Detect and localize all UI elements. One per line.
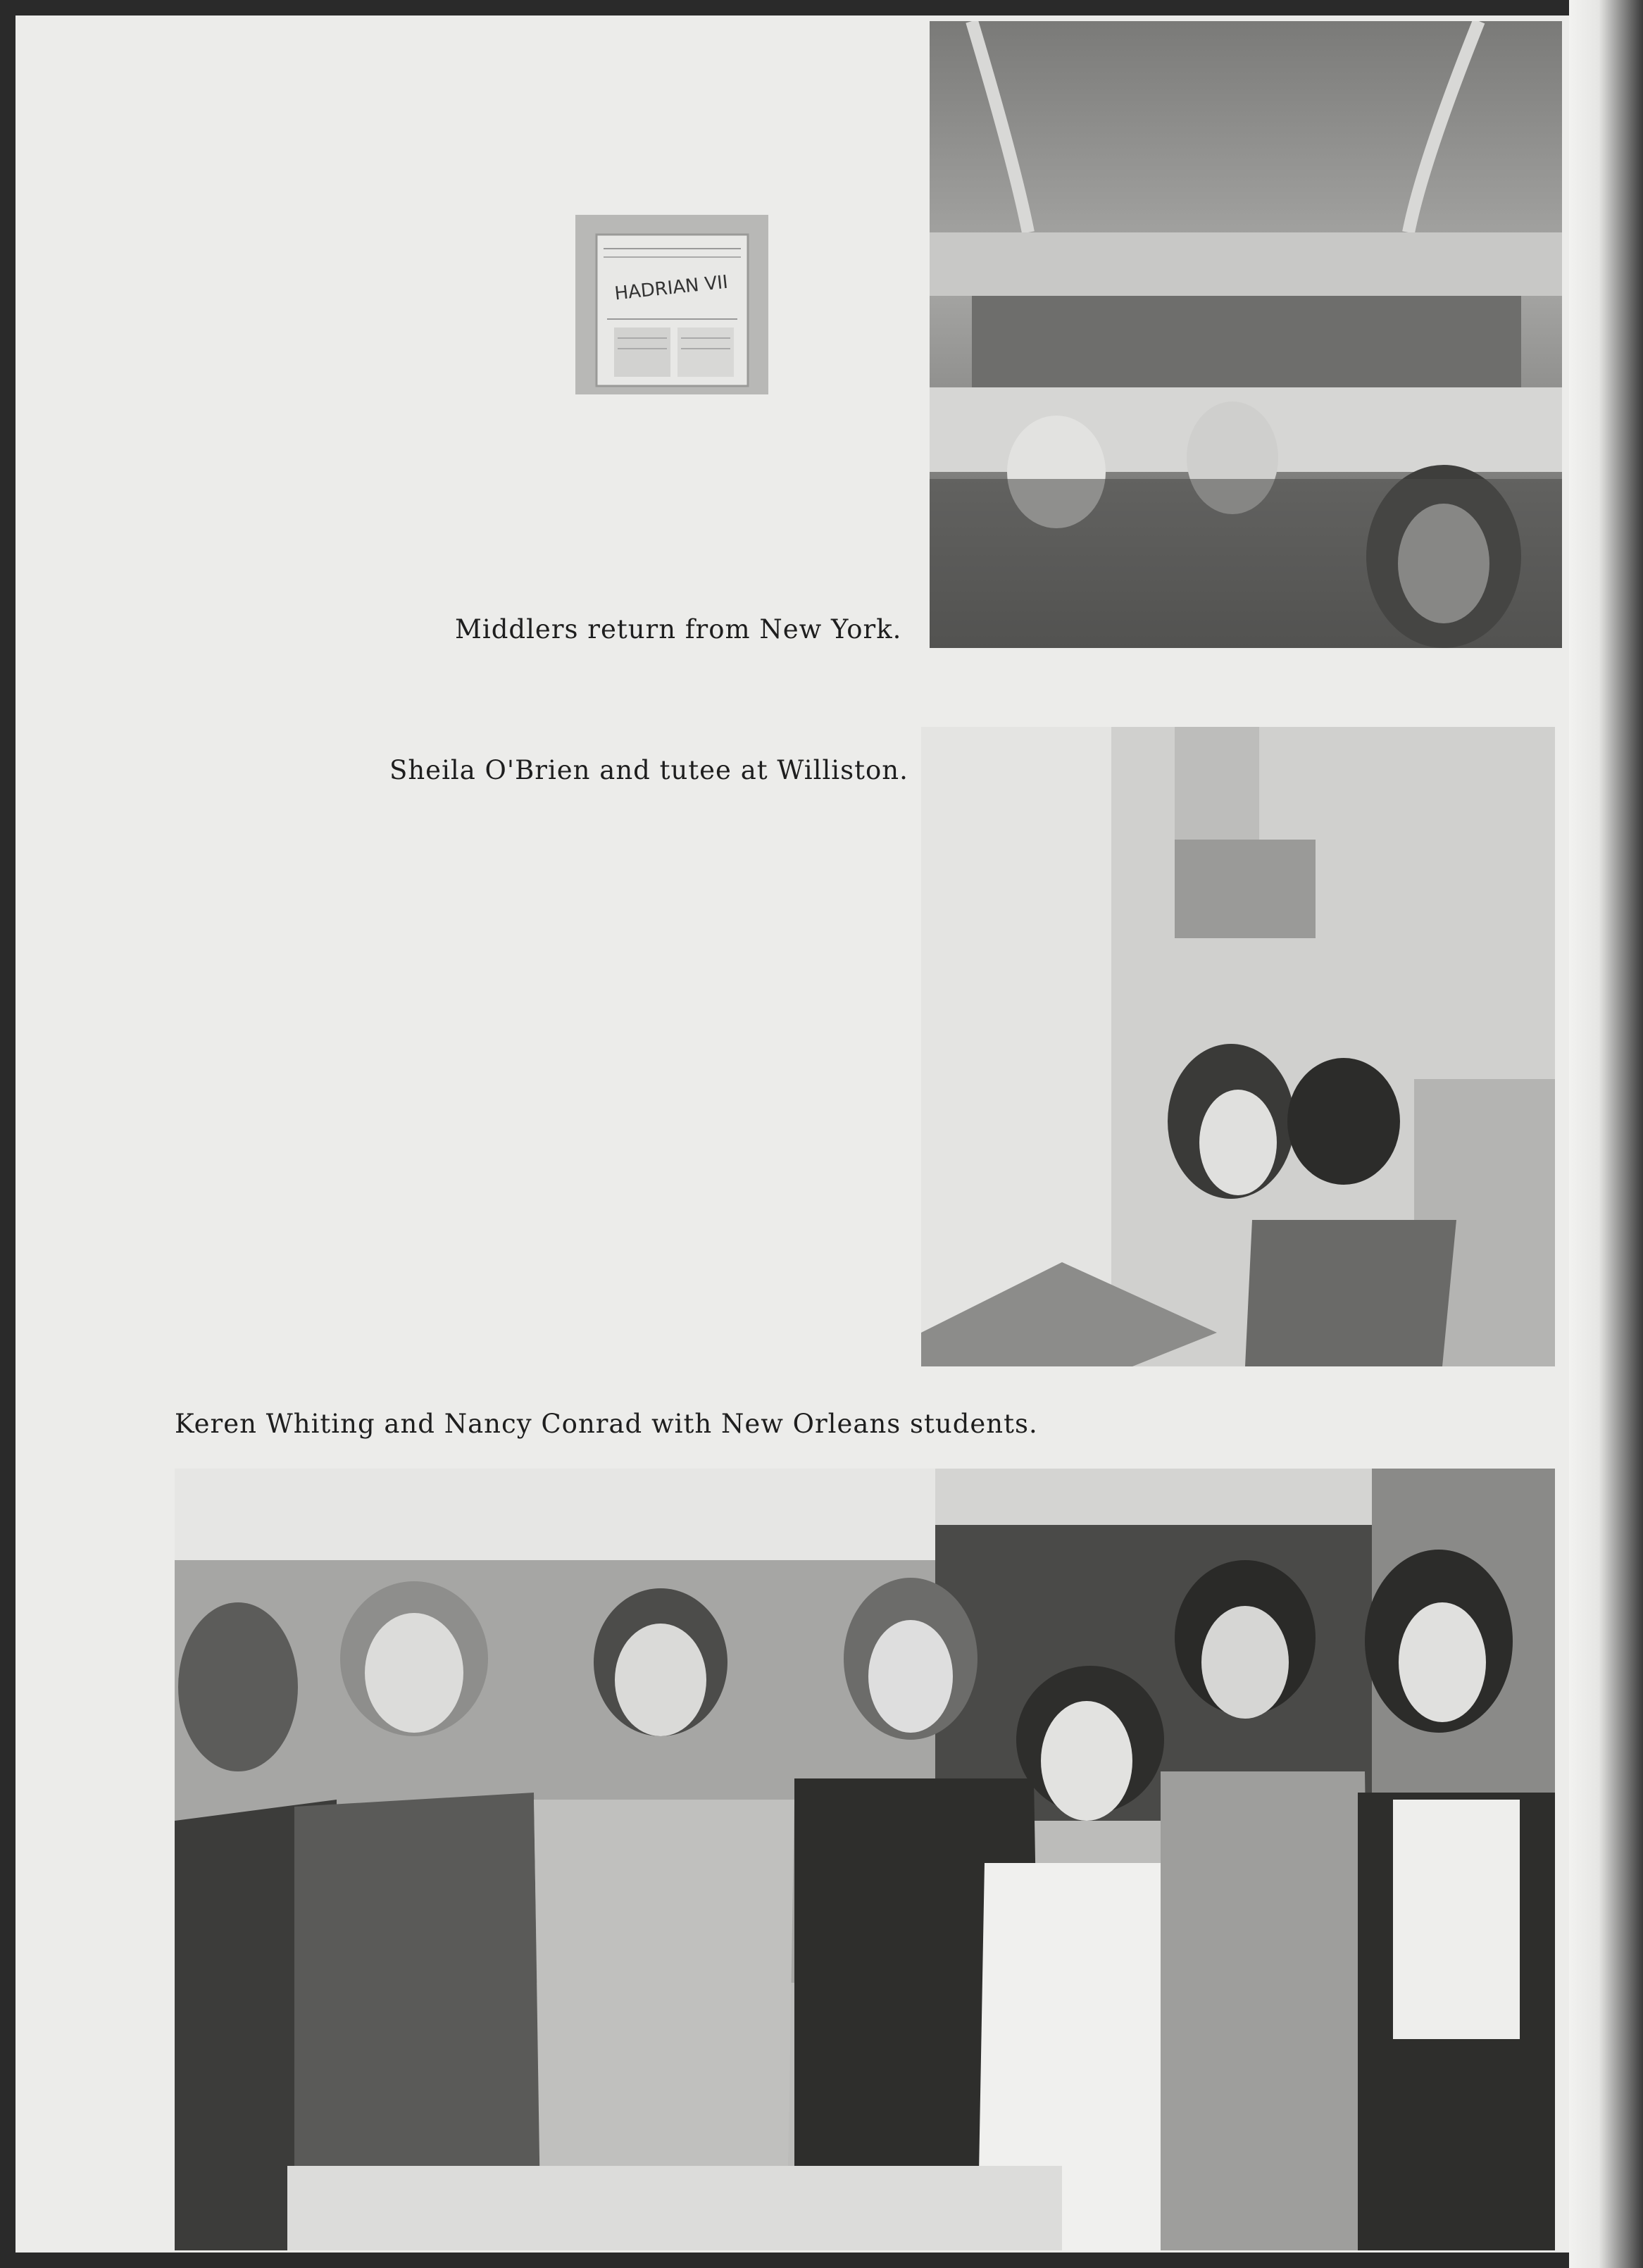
bus-photo — [930, 21, 1562, 648]
bus-caption: Middlers return from New York. — [455, 614, 902, 644]
page-edge — [1569, 0, 1643, 2268]
group-photo — [175, 1469, 1555, 2250]
poster-title: HADRIAN VII — [613, 271, 730, 305]
williston-caption: Sheila O'Brien and tutee at Williston. — [389, 755, 908, 785]
williston-photo — [921, 727, 1555, 1366]
poster-photo — [575, 215, 768, 394]
group-caption: Keren Whiting and Nancy Conrad with New Orleans students. — [175, 1409, 1038, 1439]
